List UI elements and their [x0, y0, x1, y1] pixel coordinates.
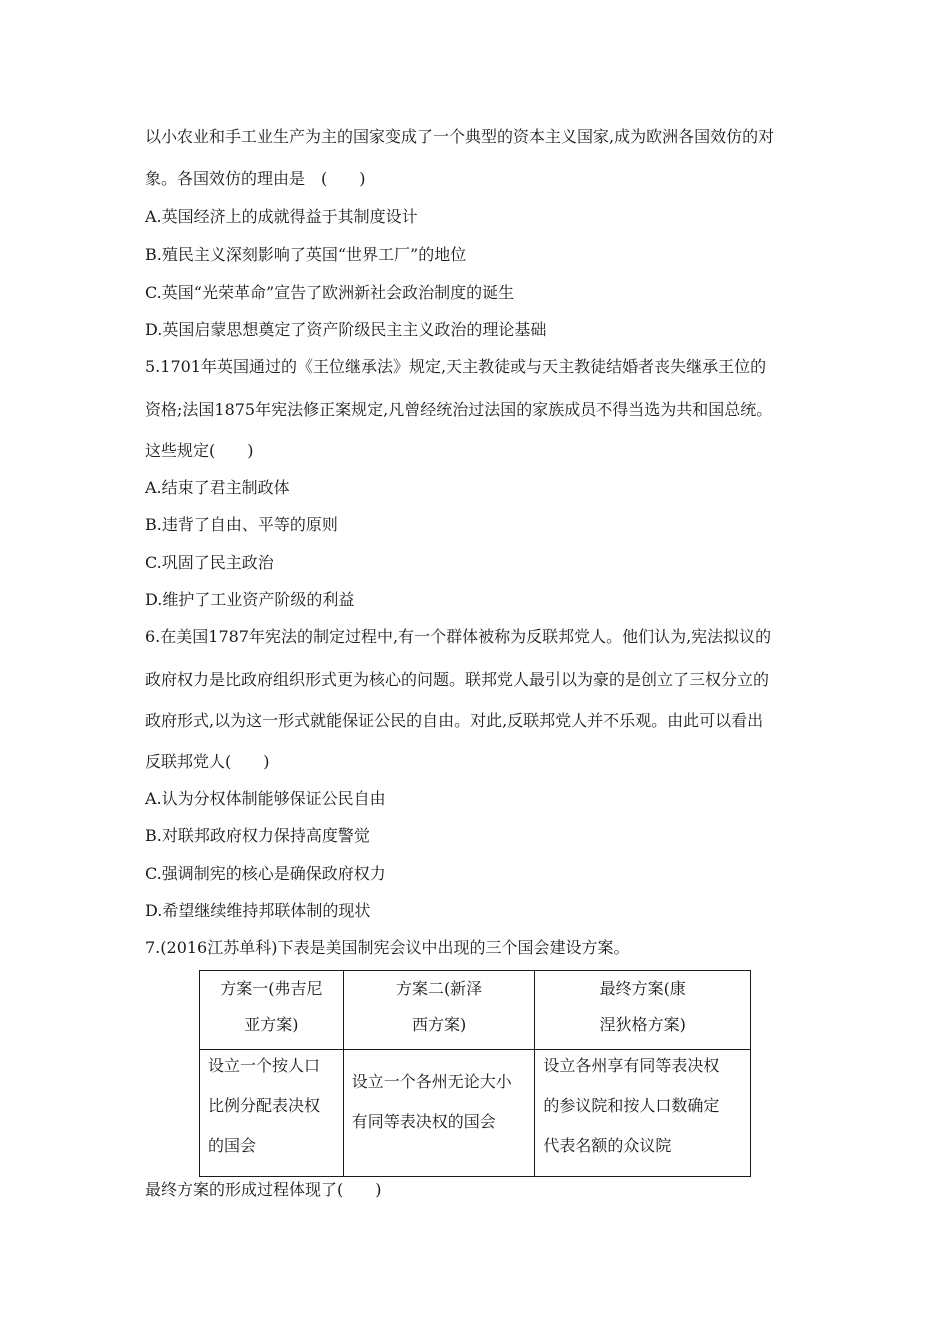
table-row — [200, 1050, 751, 1177]
option-c: C.巩固了民主政治 — [145, 553, 274, 572]
option-a: A.英国经济上的成就得益于其制度设计 — [145, 207, 418, 226]
text-line: 以小农业和手工业生产为主的国家变成了一个典型的资本主义国家,成为欧洲各国效仿的对 — [145, 127, 775, 146]
table-cell: 设立各州享有同等表决权 的参议院和按人口数确定 代表名额的众议院 — [535, 1050, 751, 1177]
question-7: 7.(2016江苏单科)下表是美国制宪会议中出现的三个国会建设方案。 — [145, 938, 630, 957]
text-line: 这些规定( ) — [145, 441, 254, 460]
question-7-stem: 最终方案的形成过程体现了( ) — [145, 1180, 382, 1199]
option-d: D.维护了工业资产阶级的利益 — [145, 590, 355, 609]
option-c: C.强调制宪的核心是确保政府权力 — [145, 864, 386, 883]
option-d: D.英国启蒙思想奠定了资产阶级民主主义政治的理论基础 — [145, 320, 547, 339]
table-cell: 设立一个按人口 比例分配表决权 的国会 — [200, 1050, 344, 1177]
question-5: 5.1701年英国通过的《王位继承法》规定,天主教徒或与天主教徒结婚者丧失继承王位的 — [145, 357, 767, 376]
option-b: B.违背了自由、平等的原则 — [145, 515, 338, 534]
option-a: A.认为分权体制能够保证公民自由 — [145, 789, 386, 808]
option-d: D.希望继续维持邦联体制的现状 — [145, 901, 371, 920]
table-header-cell: 方案一(弗吉尼 亚方案) — [200, 971, 344, 1050]
table-cell: 设立一个各州无论大小 有同等表决权的国会 — [343, 1050, 535, 1177]
table-header-cell: 最终方案(康 涅狄格方案) — [535, 971, 751, 1050]
table-header-row — [200, 971, 751, 1050]
option-b: B.殖民主义深刻影响了英国“世界工厂”的地位 — [145, 245, 467, 264]
text-line: 政府形式,以为这一形式就能保证公民的自由。对此,反联邦党人并不乐观。由此可以看出 — [145, 711, 764, 730]
text-line: 反联邦党人( ) — [145, 752, 270, 771]
table-header-cell: 方案二(新泽 西方案) — [343, 971, 535, 1050]
text-line: 象。各国效仿的理由是 ( ) — [145, 169, 366, 188]
question-6: 6.在美国1787年宪法的制定过程中,有一个群体被称为反联邦党人。他们认为,宪法拟议的 — [145, 627, 772, 646]
option-a: A.结束了君主制政体 — [145, 478, 290, 497]
text-line: 资格;法国1875年宪法修正案规定,凡曾经统治过法国的家族成员不得当选为共和国总统。 — [145, 400, 773, 419]
option-b: B.对联邦政府权力保持高度警觉 — [145, 826, 370, 845]
text-line: 政府权力是比政府组织形式更为核心的问题。联邦党人最引以为豪的是创立了三权分立的 — [145, 670, 770, 689]
option-c: C.英国“光荣革命”宣告了欧洲新社会政治制度的诞生 — [145, 283, 515, 302]
plans-table — [199, 970, 751, 1177]
